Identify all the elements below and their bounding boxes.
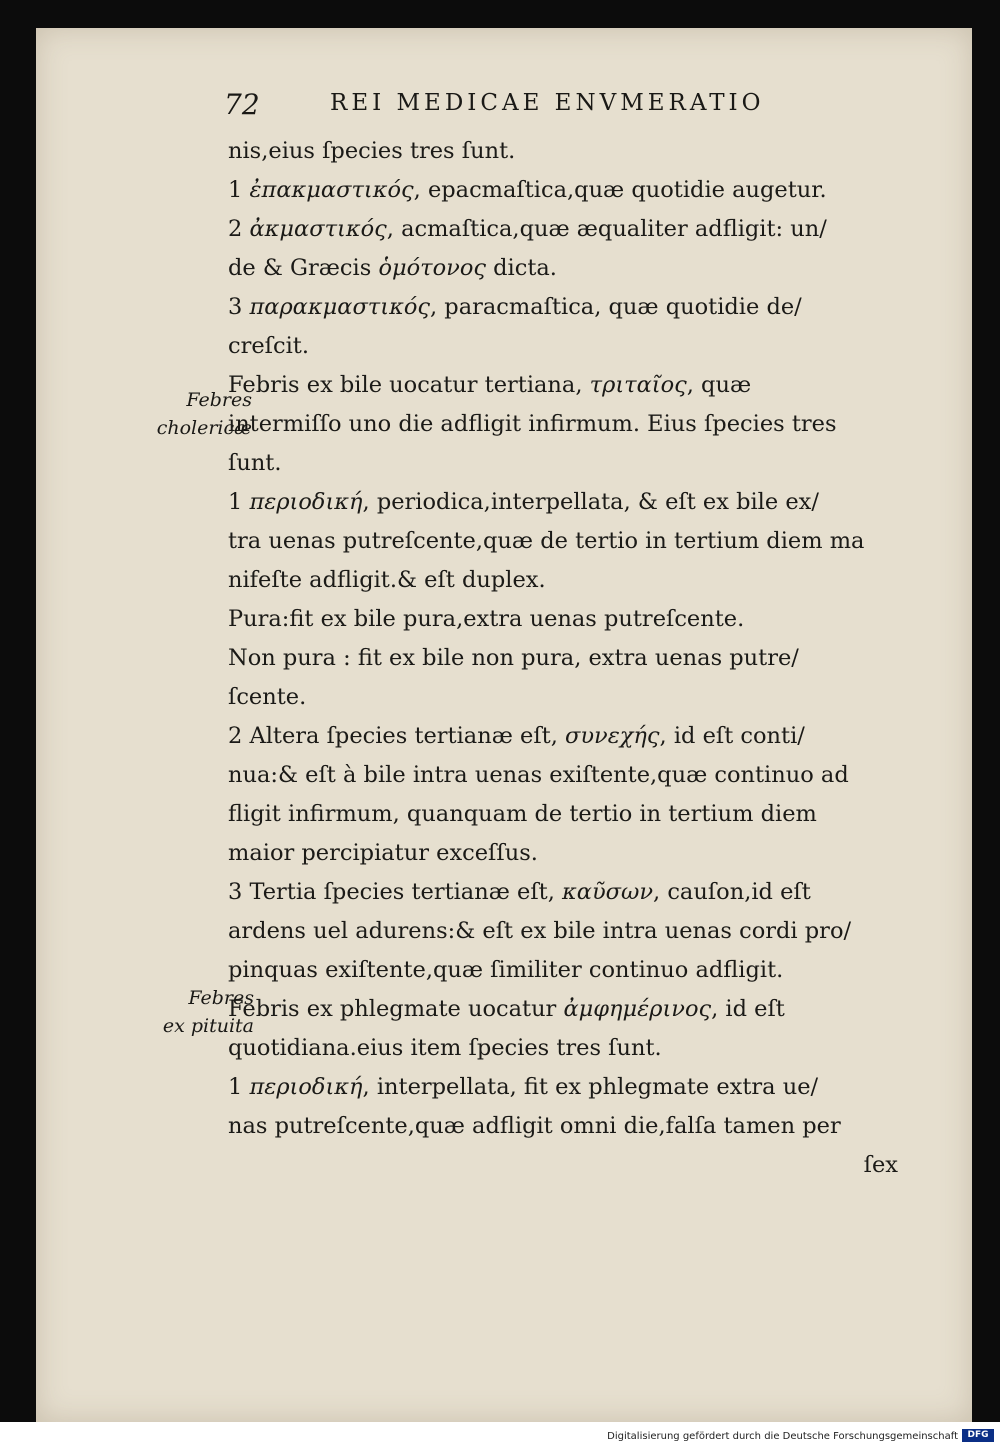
text-segment: , quæ — [686, 372, 752, 398]
text-segment: intermiſſo uno die adfligit infirmum. Eius ſpecies tres — [228, 411, 837, 437]
text-segment: 1 — [228, 1074, 250, 1100]
text-segment: fligit infirmum, quanquam de tertio in tertium diem — [228, 801, 817, 827]
greek-term: τριταῖος — [589, 372, 687, 398]
page-number: 72 — [224, 88, 260, 121]
text-segment: nas putreſcente,quæ adfligit omni die,falſa tamen per — [228, 1113, 841, 1139]
text-line — [228, 678, 898, 717]
text-segment: ſex — [863, 1152, 898, 1178]
text-line — [228, 1107, 898, 1146]
text-segment: nua:& eſt à bile intra uenas exiſtente,quæ continuo ad — [228, 762, 849, 788]
text-segment: , interpellata, fit ex phlegmate extra ue/ — [362, 1074, 819, 1100]
greek-term: παρακμαστικός — [249, 294, 430, 320]
body-text — [228, 132, 898, 1185]
text-line — [228, 405, 898, 444]
text-line — [228, 249, 898, 288]
greek-term: περιοδική — [249, 1074, 363, 1100]
footer-credit: Digitalisierung gefördert durch die Deutsche Forschungsgemeinschaft — [607, 1431, 958, 1442]
text-segment: , id eſt conti/ — [659, 723, 805, 749]
footer-bar — [0, 1422, 1000, 1448]
text-segment: nis,eius ſpecies tres ſunt. — [228, 138, 516, 164]
text-line — [228, 561, 898, 600]
text-segment: Non pura : fit ex bile non pura, extra uenas putre/ — [228, 645, 799, 671]
text-segment: , paracmaſtica, quæ quotidie de/ — [429, 294, 802, 320]
text-line — [228, 288, 898, 327]
text-segment: Febris ex phlegmate uocatur — [228, 996, 564, 1022]
text-line — [228, 444, 898, 483]
dfg-logo: DFG — [962, 1429, 994, 1442]
text-line — [228, 795, 898, 834]
text-line — [228, 951, 898, 990]
text-segment: , id eſt — [711, 996, 785, 1022]
margin-note-line: Febres — [186, 389, 252, 411]
text-line — [228, 600, 898, 639]
text-segment: , epacmaſtica,quæ quotidie augetur. — [413, 177, 827, 203]
text-line — [228, 1029, 898, 1068]
text-line — [228, 522, 898, 561]
text-segment: 3 Tertia ſpecies tertianæ eſt, — [228, 879, 563, 905]
text-line — [228, 717, 898, 756]
margin-note-line: Febres — [188, 987, 254, 1009]
text-line — [228, 834, 898, 873]
text-segment: quotidiana.eius item ſpecies tres ſunt. — [228, 1035, 662, 1061]
text-segment: , cauſon,id eſt — [653, 879, 811, 905]
text-segment: Pura:fit ex bile pura,extra uenas putreſcente. — [228, 606, 745, 632]
text-line — [228, 990, 898, 1029]
text-segment: de & Græcis — [228, 255, 379, 281]
text-segment: 2 — [228, 216, 250, 242]
text-line — [228, 483, 898, 522]
text-line — [228, 639, 898, 678]
running-title: REI MEDICAE ENVMERATIO — [330, 90, 765, 116]
margin-note-line: ex pituita — [162, 1015, 254, 1037]
text-segment: 1 — [228, 177, 250, 203]
text-segment: ſunt. — [228, 450, 282, 476]
text-segment: maior percipiatur exceſſus. — [228, 840, 538, 866]
text-line — [228, 1068, 898, 1107]
text-line — [228, 327, 898, 366]
text-segment: , acmaſtica,quæ æqualiter adfligit: un/ — [386, 216, 827, 242]
greek-term: συνεχής — [565, 723, 660, 749]
greek-term: περιοδική — [249, 489, 363, 515]
text-segment: ardens uel adurens:& eſt ex bile intra uenas cordi pro/ — [228, 918, 852, 944]
text-segment: pinquas exiſtente,quæ ſimiliter continuo adfligit. — [228, 957, 784, 983]
text-segment: 3 — [228, 294, 250, 320]
text-line — [228, 366, 898, 405]
text-segment: Febris ex bile uocatur tertiana, — [228, 372, 590, 398]
text-line — [228, 1146, 898, 1185]
greek-term: καῦσων — [562, 879, 654, 905]
text-line — [228, 132, 898, 171]
text-segment: 1 — [228, 489, 250, 515]
text-segment: nifeſte adfligit.& eſt duplex. — [228, 567, 546, 593]
text-segment: ſcente. — [228, 684, 307, 710]
text-segment: 2 Altera ſpecies tertianæ eſt, — [228, 723, 565, 749]
greek-term: ἀμφημέρινος — [563, 996, 712, 1022]
greek-term: ἀκμαστικός — [249, 216, 387, 242]
text-line — [228, 873, 898, 912]
text-segment: dicta. — [485, 255, 557, 281]
greek-term: ὁμότονος — [378, 255, 486, 281]
text-segment: tra uenas putreſcente,quæ de tertio in tertium diem ma — [228, 528, 865, 554]
page-header — [224, 88, 794, 121]
margin-note-line: cholericæ — [156, 417, 252, 439]
text-line — [228, 756, 898, 795]
text-line — [228, 171, 898, 210]
text-segment: creſcit. — [228, 333, 309, 359]
text-line — [228, 912, 898, 951]
greek-term: ἐπακμαστικός — [249, 177, 414, 203]
text-segment: , periodica,interpellata, & eſt ex bile ex/ — [362, 489, 819, 515]
text-line — [228, 210, 898, 249]
